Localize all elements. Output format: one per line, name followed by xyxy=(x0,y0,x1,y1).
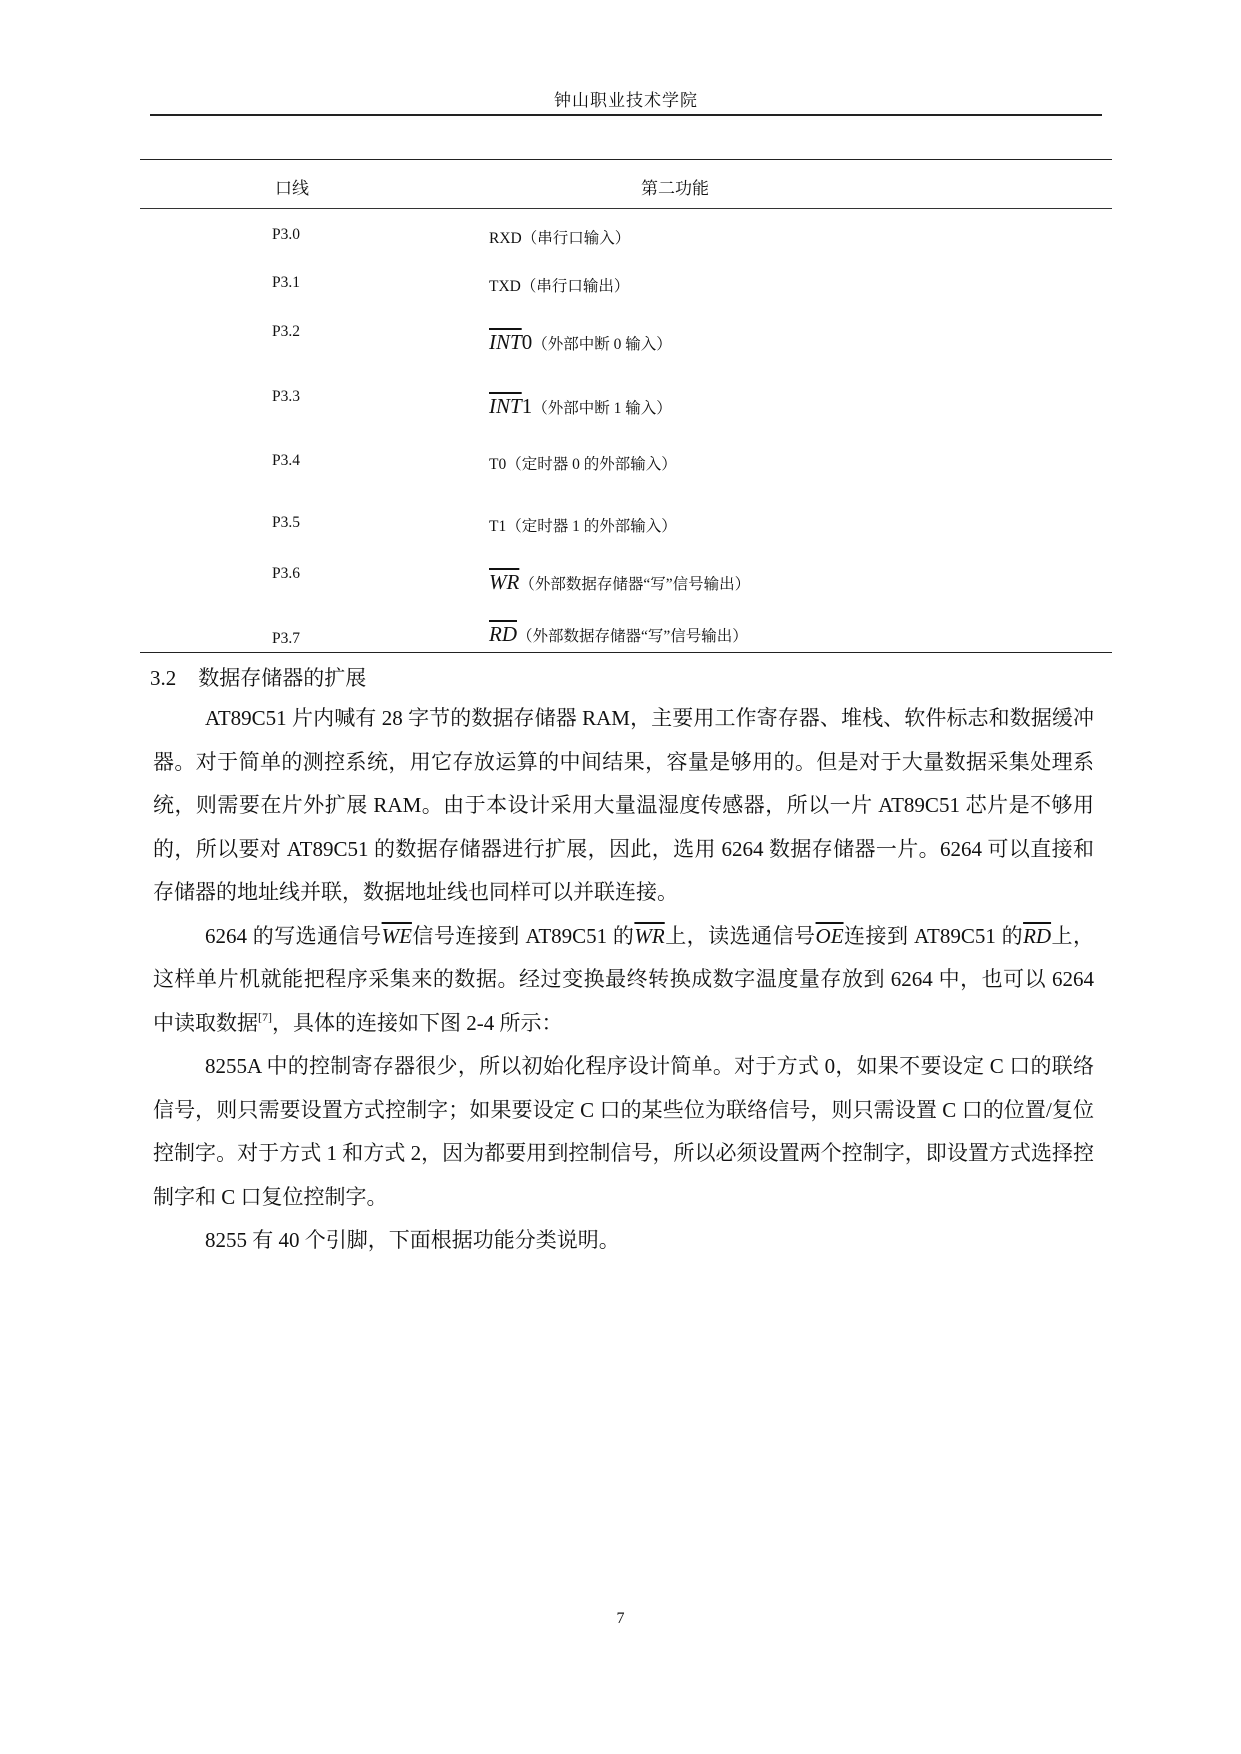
paragraph: 8255A 中的控制寄存器很少，所以初始化程序设计简单。对于方式 0，如果不要设定 C 口的联络信号，则只需要设置方式控制字；如果要设定 C 口的某些位为联络信号，则只需设置 C 口的位置/复位控制字。对于方式 1 和方式 2，因为都要用到控制信号，所以必须设置两个控制字，即设置方式选择控制字和 C 口复位控制字。 xyxy=(153,1054,1094,1209)
page-number: 7 xyxy=(616,1610,625,1627)
table-cell-function: $\overline{INT}0$（外部中断 0 输入） xyxy=(489,330,672,354)
table-bottom-rule xyxy=(140,652,1112,653)
body-text xyxy=(153,697,1094,1263)
table-cell-port: P3.0 xyxy=(272,226,300,243)
table-cell-port: P3.7 xyxy=(272,630,300,647)
table-header-function: 第二功能 xyxy=(641,179,709,198)
table-cell-function: $\overline{INT}1$（外部中断 1 输入） xyxy=(489,394,672,418)
table-cell-port: P3.2 xyxy=(272,323,300,340)
section-heading xyxy=(150,662,366,692)
section-title: 数据存储器的扩展 xyxy=(198,666,367,690)
table-cell-function: $\overline{WR}$（外部数据存储器“写”信号输出） xyxy=(489,570,751,594)
table-cell-function: RXD（串行口输入） xyxy=(489,230,631,247)
page-header-title: 钟山职业技术学院 xyxy=(554,91,698,110)
table-cell-function: $\overline{RD}$（外部数据存储器“写”信号输出） xyxy=(489,622,748,646)
table-cell-function: TXD（串行口输出） xyxy=(489,278,630,295)
table-header-rule xyxy=(140,208,1112,209)
table-header-port: 口线 xyxy=(275,179,309,198)
table-cell-port: P3.4 xyxy=(272,452,300,469)
table-cell-port: P3.3 xyxy=(272,388,300,405)
wr-signal: $\overline{WR}$ xyxy=(634,923,665,948)
paragraph: 6264 的写选通信号$\overline{WE}$信号连接到 AT89C51 的$\overline{WR}$上，读选通信号$\overline{OE}$连接到 AT89C51 的$\overline{RD}$上，这样单片机就能把程序采集来的数据。经过变换最终转换成数字温度量存放到 6264 中，也可以 6264 中读取数据[7]，具体的连接如下图 2-4 所示： xyxy=(153,923,1095,1035)
rd-signal: $\overline{RD}$ xyxy=(1023,923,1052,948)
paragraph: 8255 有 40 个引脚，下面根据功能分类说明。 xyxy=(205,1228,620,1252)
table-cell-port: P3.5 xyxy=(272,514,300,531)
table-cell-port: P3.1 xyxy=(272,274,300,291)
table-cell-function: T1（定时器 1 的外部输入） xyxy=(489,518,677,535)
header-rule xyxy=(150,114,1102,116)
table-cell-port: P3.6 xyxy=(272,565,300,582)
section-number: 3.2 xyxy=(150,666,177,690)
oe-signal: $\overline{OE}$ xyxy=(815,923,844,948)
paragraph: AT89C51 片内喊有 28 字节的数据存储器 RAM，主要用工作寄存器、堆栈、软件标志和数据缓冲器。对于简单的测控系统，用它存放运算的中间结果，容量是够用的。但是对于大量数据采集处理系统，则需要在片外扩展 RAM。由于本设计采用大量温湿度传感器，所以一片 AT89C51 芯片是不够用的，所以要对 AT89C51 的数据存储器进行扩展，因此，选用 6264 数据存储器一片。6264 可以直接和存储器的地址线并联，数据地址线也同样可以并联连接。 xyxy=(153,706,1094,904)
table-top-rule xyxy=(140,159,1112,160)
we-signal: $\overline{WE}$ xyxy=(381,923,412,948)
citation-ref: [7] xyxy=(258,1009,272,1024)
table-cell-function: T0（定时器 0 的外部输入） xyxy=(489,456,677,473)
